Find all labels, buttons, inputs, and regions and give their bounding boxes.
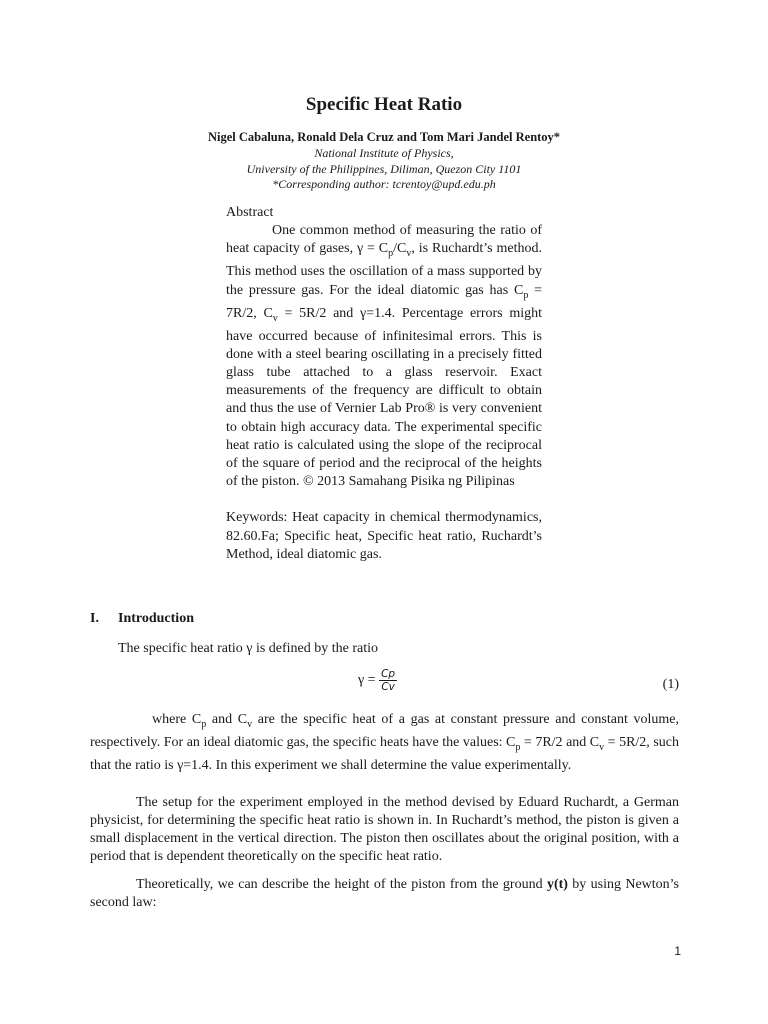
section-title: Introduction (118, 611, 194, 626)
paragraph-2: The setup for the experiment employed in the method devised by Eduard Ruchardt, a German physicist, for determining the specific heat ratio is shown in. In Ruchardt’s method, the piston is given a small displacement in the vertical direction. The piston then oscillates about the original position, with a period that is dependent theoretically on the specific heat ratio. (90, 795, 679, 864)
author-list: Nigel Cabaluna, Ronald Dela Cruz and Tom Mari Jandel Rentoy* (207, 130, 561, 144)
keywords: Keywords: Heat capacity in chemical thermodynamics, 82.60.Fa; Specific heat, Specific heat ratio, Ruchardt’s Method, ideal diatomic gas. (226, 510, 542, 562)
affiliation-line-2: University of the Philippines, Diliman, Quezon City 1101 (246, 161, 522, 176)
paragraph-1: where $C_p$ and $C_v$ are the specific heat of a gas at constant pressure and constant volume, respectively. For an ideal diatomic gas, the specific heats have the values: $C_p = 7R/2$ and $C_v = 5R/2$, such that the ratio is γ=1.4. In this experiment we shall determine the value experimentally. (90, 712, 679, 773)
equation-denominator: Cv (381, 681, 395, 693)
page-number: 1 (674, 944, 681, 958)
equation-fraction (379, 668, 397, 693)
abstract-body: One common method of measuring the ratio of heat capacity of gases, $\gamma = C_p/C_v$, is Ruchardt’s method. This method uses the oscillation of a mass supported by the pressure gas. For the ideal diatomic gas has $C_p = 7R/2$, $C_v = 5R/2$ and γ=1.4. Percentage errors might have occurred because of infinitesimal errors. This is done with a steel bearing oscillating in a precisely fitted glass tube attached to a glass reservoir. Exact measurements of the frequency are difficult to obtain and thus the use of Vernier Lab Pro® is very convenient to obtain high accuracy data. The experimental specific heat ratio is calculated using the slope of the reciprocal of the square of period and the reciprocal of the heights of the piston. © 2013 Samahang Pisika ng Pilipinas (226, 223, 542, 490)
equation-1 (358, 668, 397, 693)
paragraph-3: Theoretically, we can describe the height of the piston from the ground y(t) by using Newton’s second law: (90, 877, 680, 910)
equation-numerator: Cp (381, 668, 396, 680)
intro-line: The specific heat ratio γ is defined by the ratio (118, 641, 379, 656)
abstract-heading: Abstract (226, 205, 274, 220)
section-heading-introduction (90, 611, 194, 627)
affiliation-line-1: National Institute of Physics, (314, 146, 454, 160)
corresponding-author: *Corresponding author: tcrentoy@upd.edu.ph (272, 177, 496, 191)
section-number: I. (90, 611, 99, 626)
equation-number: (1) (662, 677, 679, 692)
abstract-block (226, 204, 542, 564)
equation-lhs: γ = (358, 672, 376, 688)
paper-title: Specific Heat Ratio (305, 94, 463, 115)
